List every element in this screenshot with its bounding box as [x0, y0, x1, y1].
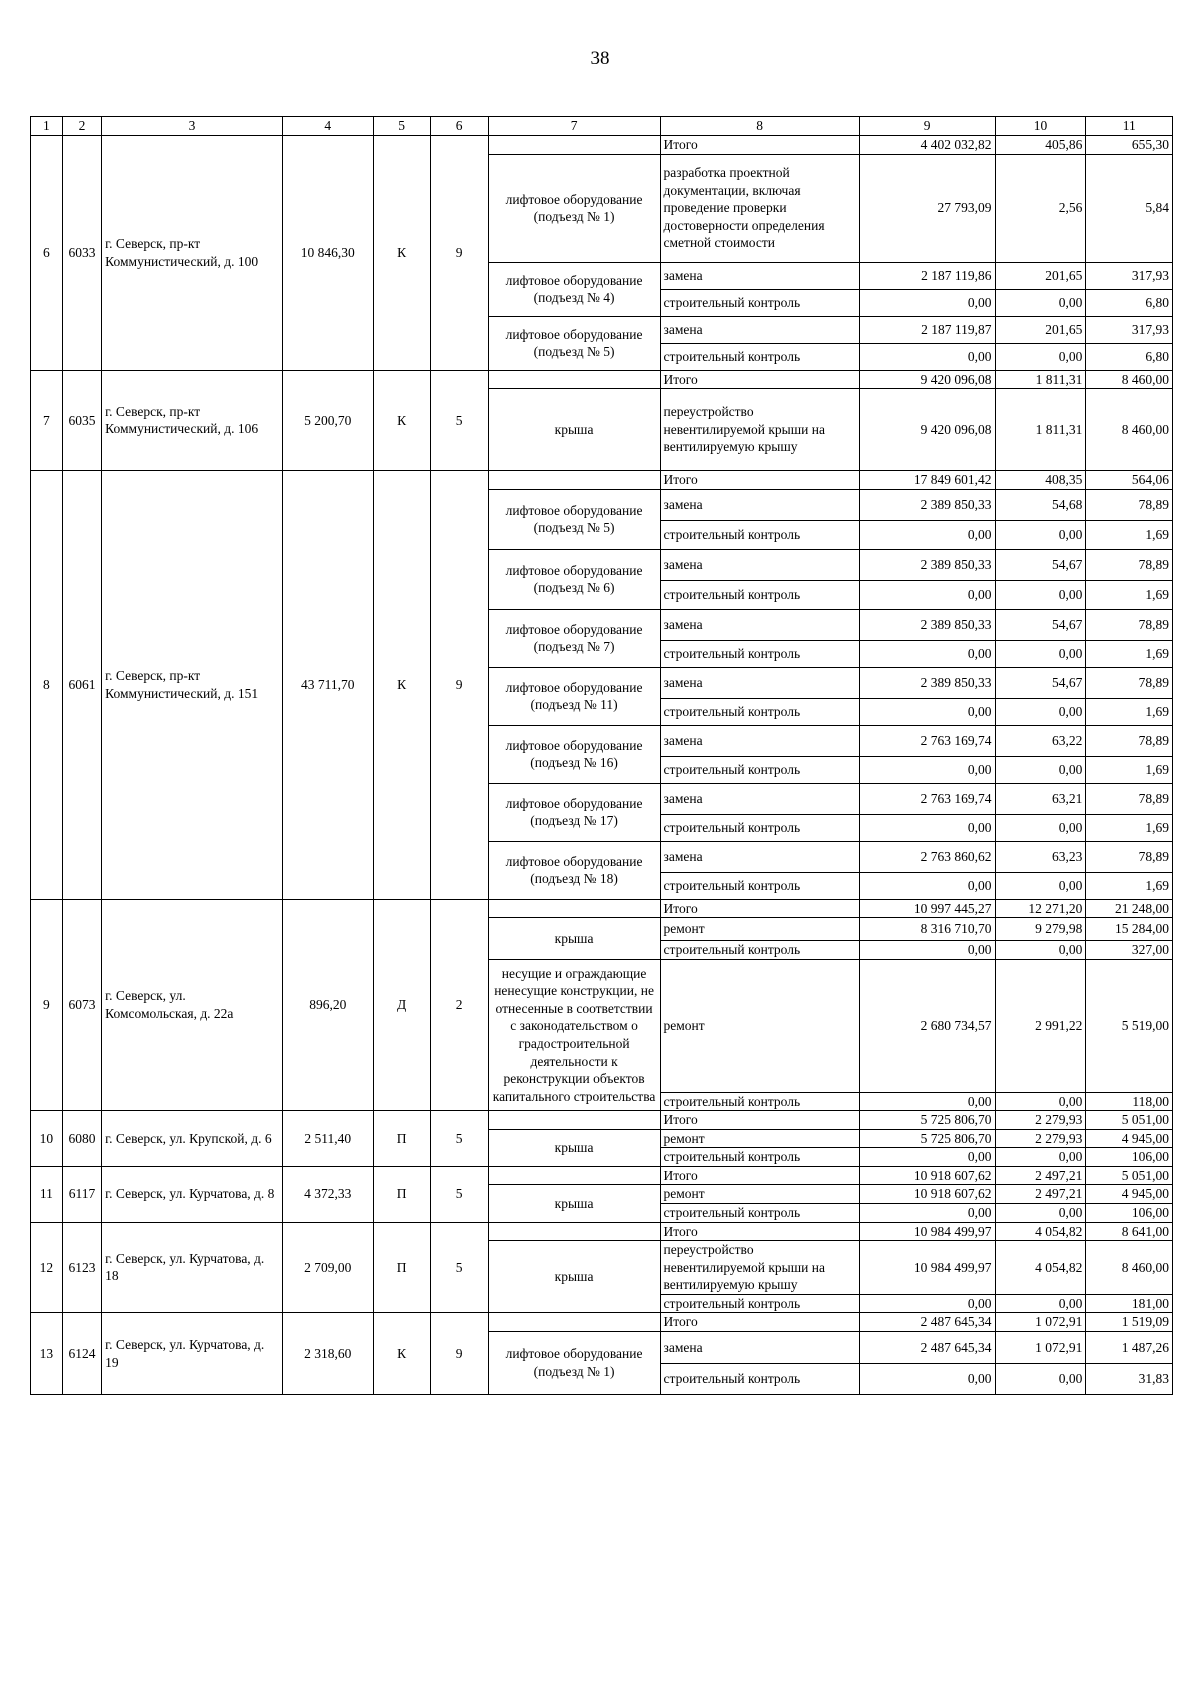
work-unit-cost: 0,00: [995, 814, 1086, 841]
object-area: 2 511,40: [282, 1111, 373, 1167]
work-limit: 118,00: [1086, 1092, 1173, 1111]
total-limit: 1 519,09: [1086, 1313, 1173, 1332]
total-unit-cost: 12 271,20: [995, 899, 1086, 918]
object-area: 10 846,30: [282, 136, 373, 371]
work-limit: 106,00: [1086, 1148, 1173, 1167]
work-element: крыша: [488, 918, 660, 960]
object-type: П: [373, 1166, 430, 1222]
object-address: г. Северск, ул. Курчатова, д. 19: [102, 1313, 283, 1395]
work-element: крыша: [488, 1241, 660, 1313]
total-label: Итого: [660, 471, 859, 490]
work-cost: 0,00: [859, 941, 995, 960]
work-element: лифтовое оборудование (подъезд № 17): [488, 783, 660, 841]
work-name: строительный контроль: [660, 1294, 859, 1313]
object-floors: 2: [430, 899, 488, 1111]
total-limit: 8 641,00: [1086, 1222, 1173, 1241]
work-name: замена: [660, 783, 859, 814]
work-name: строительный контроль: [660, 289, 859, 316]
work-unit-cost: 1 811,31: [995, 389, 1086, 471]
work-name: строительный контроль: [660, 756, 859, 783]
column-number: 10: [995, 117, 1086, 136]
object-total-row: [31, 899, 1173, 918]
work-name: замена: [660, 316, 859, 343]
total-limit: 5 051,00: [1086, 1166, 1173, 1185]
object-area: 2 318,60: [282, 1313, 373, 1395]
column-number: 6: [430, 117, 488, 136]
work-unit-cost: 63,21: [995, 783, 1086, 814]
work-element: лифтовое оборудование (подъезд № 11): [488, 667, 660, 725]
work-limit: 1,69: [1086, 872, 1173, 899]
work-unit-cost: 0,00: [995, 520, 1086, 549]
work-limit: 5 519,00: [1086, 959, 1173, 1092]
object-code: 6035: [62, 370, 101, 471]
work-limit: 1,69: [1086, 756, 1173, 783]
total-limit: 21 248,00: [1086, 899, 1173, 918]
total-unit-cost: 408,35: [995, 471, 1086, 490]
column-number: 3: [102, 117, 283, 136]
work-name: строительный контроль: [660, 580, 859, 609]
work-cost: 0,00: [859, 1092, 995, 1111]
object-code: 6033: [62, 136, 101, 371]
object-code: 6123: [62, 1222, 101, 1313]
work-element: лифтовое оборудование (подъезд № 5): [488, 489, 660, 549]
total-limit: 564,06: [1086, 471, 1173, 490]
work-limit: 1 487,26: [1086, 1331, 1173, 1363]
work-unit-cost: 0,00: [995, 580, 1086, 609]
total-cost: 9 420 096,08: [859, 370, 995, 389]
object-code: 6061: [62, 471, 101, 900]
object-type: П: [373, 1111, 430, 1167]
column-number: 8: [660, 117, 859, 136]
object-area: 2 709,00: [282, 1222, 373, 1313]
work-element: лифтовое оборудование (подъезд № 7): [488, 609, 660, 667]
work-limit: 78,89: [1086, 841, 1173, 872]
work-unit-cost: 0,00: [995, 698, 1086, 725]
work-name: строительный контроль: [660, 1363, 859, 1394]
object-floors: 9: [430, 1313, 488, 1395]
work-cost: 0,00: [859, 872, 995, 899]
object-area: 5 200,70: [282, 370, 373, 471]
work-unit-cost: 0,00: [995, 1148, 1086, 1167]
object-address: г. Северск, ул. Комсомольская, д. 22а: [102, 899, 283, 1111]
total-cost: 4 402 032,82: [859, 136, 995, 155]
work-name: замена: [660, 841, 859, 872]
work-element: крыша: [488, 1185, 660, 1222]
work-limit: 78,89: [1086, 609, 1173, 640]
work-cost: 0,00: [859, 756, 995, 783]
work-name: строительный контроль: [660, 1092, 859, 1111]
object-type: П: [373, 1222, 430, 1313]
object-total-row: [31, 1222, 1173, 1241]
work-unit-cost: 0,00: [995, 1092, 1086, 1111]
work-name: замена: [660, 609, 859, 640]
work-limit: 78,89: [1086, 783, 1173, 814]
object-area: 43 711,70: [282, 471, 373, 900]
total-unit-cost: 1 072,91: [995, 1313, 1086, 1332]
work-cost: 5 725 806,70: [859, 1129, 995, 1148]
work-element-empty: [488, 1166, 660, 1185]
work-name: строительный контроль: [660, 1148, 859, 1167]
work-cost: 2 187 119,87: [859, 316, 995, 343]
work-cost: 0,00: [859, 520, 995, 549]
work-limit: 327,00: [1086, 941, 1173, 960]
object-floors: 9: [430, 136, 488, 371]
work-cost: 0,00: [859, 1363, 995, 1394]
object-total-row: [31, 1166, 1173, 1185]
object-code: 6117: [62, 1166, 101, 1222]
work-element: лифтовое оборудование (подъезд № 1): [488, 1331, 660, 1394]
work-cost: 2 187 119,86: [859, 262, 995, 289]
object-code: 6073: [62, 899, 101, 1111]
work-limit: 1,69: [1086, 580, 1173, 609]
work-cost: 2 389 850,33: [859, 489, 995, 520]
work-name: переустройство невентилируемой крыши на вентилируемую крышу: [660, 1241, 859, 1295]
work-element: крыша: [488, 1129, 660, 1166]
total-limit: 8 460,00: [1086, 370, 1173, 389]
work-unit-cost: 0,00: [995, 941, 1086, 960]
total-label: Итого: [660, 1222, 859, 1241]
total-label: Итого: [660, 899, 859, 918]
total-cost: 10 997 445,27: [859, 899, 995, 918]
work-limit: 1,69: [1086, 640, 1173, 667]
work-cost: 0,00: [859, 1204, 995, 1223]
total-cost: 10 984 499,97: [859, 1222, 995, 1241]
work-unit-cost: 2,56: [995, 154, 1086, 262]
total-unit-cost: 405,86: [995, 136, 1086, 155]
total-unit-cost: 1 811,31: [995, 370, 1086, 389]
work-cost: 10 918 607,62: [859, 1185, 995, 1204]
total-unit-cost: 2 279,93: [995, 1111, 1086, 1130]
work-unit-cost: 4 054,82: [995, 1241, 1086, 1295]
object-type: К: [373, 471, 430, 900]
object-number: 10: [31, 1111, 63, 1167]
work-cost: 2 763 860,62: [859, 841, 995, 872]
work-limit: 15 284,00: [1086, 918, 1173, 941]
work-cost: 0,00: [859, 343, 995, 370]
work-unit-cost: 9 279,98: [995, 918, 1086, 941]
work-name: строительный контроль: [660, 1204, 859, 1223]
work-unit-cost: 63,23: [995, 841, 1086, 872]
object-code: 6124: [62, 1313, 101, 1395]
work-name: замена: [660, 549, 859, 580]
work-unit-cost: 0,00: [995, 1204, 1086, 1223]
total-label: Итого: [660, 1111, 859, 1130]
object-total-row: [31, 136, 1173, 155]
object-type: К: [373, 370, 430, 471]
work-unit-cost: 0,00: [995, 289, 1086, 316]
column-number: 11: [1086, 117, 1173, 136]
object-area: 4 372,33: [282, 1166, 373, 1222]
work-cost: 8 316 710,70: [859, 918, 995, 941]
total-label: Итого: [660, 136, 859, 155]
total-cost: 17 849 601,42: [859, 471, 995, 490]
work-limit: 6,80: [1086, 343, 1173, 370]
object-number: 9: [31, 899, 63, 1111]
object-address: г. Северск, ул. Курчатова, д. 8: [102, 1166, 283, 1222]
total-label: Итого: [660, 370, 859, 389]
object-floors: 5: [430, 370, 488, 471]
object-address: г. Северск, ул. Крупской, д. 6: [102, 1111, 283, 1167]
work-name: разработка проектной документации, включая проведение проверки достоверности определения сметной стоимости: [660, 154, 859, 262]
object-address: г. Северск, пр-кт Коммунистический, д. 106: [102, 370, 283, 471]
object-floors: 5: [430, 1222, 488, 1313]
work-limit: 78,89: [1086, 725, 1173, 756]
work-element: несущие и ограждающие ненесущие конструкции, не отнесенные в соответствии с законодательством о градостроительной деятельности к реконструкции объектов капитального строительства: [488, 959, 660, 1111]
work-limit: 8 460,00: [1086, 389, 1173, 471]
work-limit: 1,69: [1086, 814, 1173, 841]
work-unit-cost: 201,65: [995, 262, 1086, 289]
work-name: замена: [660, 489, 859, 520]
work-element-empty: [488, 136, 660, 155]
work-limit: 4 945,00: [1086, 1129, 1173, 1148]
object-number: 12: [31, 1222, 63, 1313]
object-total-row: [31, 1111, 1173, 1130]
total-label: Итого: [660, 1313, 859, 1332]
work-cost: 2 389 850,33: [859, 549, 995, 580]
column-number: 4: [282, 117, 373, 136]
object-type: К: [373, 136, 430, 371]
work-cost: 0,00: [859, 580, 995, 609]
work-limit: 4 945,00: [1086, 1185, 1173, 1204]
work-limit: 78,89: [1086, 667, 1173, 698]
work-name: строительный контроль: [660, 343, 859, 370]
work-cost: 0,00: [859, 289, 995, 316]
work-element-empty: [488, 899, 660, 918]
object-number: 6: [31, 136, 63, 371]
work-name: строительный контроль: [660, 698, 859, 725]
work-unit-cost: 54,67: [995, 549, 1086, 580]
work-cost: 0,00: [859, 640, 995, 667]
object-total-row: [31, 370, 1173, 389]
work-unit-cost: 0,00: [995, 640, 1086, 667]
work-element: лифтовое оборудование (подъезд № 5): [488, 316, 660, 370]
work-cost: 2 763 169,74: [859, 783, 995, 814]
work-unit-cost: 63,22: [995, 725, 1086, 756]
work-unit-cost: 0,00: [995, 872, 1086, 899]
work-name: строительный контроль: [660, 872, 859, 899]
object-floors: 9: [430, 471, 488, 900]
page-number: 38: [590, 48, 610, 69]
work-cost: 2 763 169,74: [859, 725, 995, 756]
work-name: строительный контроль: [660, 640, 859, 667]
work-unit-cost: 54,67: [995, 609, 1086, 640]
column-number: 1: [31, 117, 63, 136]
work-limit: 317,93: [1086, 262, 1173, 289]
work-limit: 317,93: [1086, 316, 1173, 343]
work-limit: 78,89: [1086, 549, 1173, 580]
work-name: замена: [660, 725, 859, 756]
total-unit-cost: 2 497,21: [995, 1166, 1086, 1185]
work-unit-cost: 54,68: [995, 489, 1086, 520]
column-number: 9: [859, 117, 995, 136]
work-name: строительный контроль: [660, 814, 859, 841]
object-total-row: [31, 1313, 1173, 1332]
work-name: ремонт: [660, 959, 859, 1092]
column-number: 2: [62, 117, 101, 136]
work-element-empty: [488, 1222, 660, 1241]
object-number: 8: [31, 471, 63, 900]
work-element-empty: [488, 471, 660, 490]
work-element: лифтовое оборудование (подъезд № 4): [488, 262, 660, 316]
work-cost: 2 487 645,34: [859, 1331, 995, 1363]
column-number: 5: [373, 117, 430, 136]
work-unit-cost: 1 072,91: [995, 1331, 1086, 1363]
object-floors: 5: [430, 1111, 488, 1167]
work-limit: 1,69: [1086, 520, 1173, 549]
work-cost: 0,00: [859, 698, 995, 725]
work-name: ремонт: [660, 1185, 859, 1204]
work-unit-cost: 2 497,21: [995, 1185, 1086, 1204]
work-element: лифтовое оборудование (подъезд № 6): [488, 549, 660, 609]
work-limit: 106,00: [1086, 1204, 1173, 1223]
work-limit: 8 460,00: [1086, 1241, 1173, 1295]
work-unit-cost: 0,00: [995, 343, 1086, 370]
work-name: замена: [660, 1331, 859, 1363]
work-name: строительный контроль: [660, 520, 859, 549]
work-name: замена: [660, 262, 859, 289]
column-number-row: [31, 117, 1173, 136]
capital-repair-table: [30, 116, 1173, 1395]
work-element: лифтовое оборудование (подъезд № 18): [488, 841, 660, 899]
work-name: ремонт: [660, 918, 859, 941]
work-name: переустройство невентилируемой крыши на вентилируемую крышу: [660, 389, 859, 471]
work-element-empty: [488, 370, 660, 389]
work-cost: 27 793,09: [859, 154, 995, 262]
work-name: замена: [660, 667, 859, 698]
object-number: 11: [31, 1166, 63, 1222]
object-address: г. Северск, ул. Курчатова, д. 18: [102, 1222, 283, 1313]
object-number: 13: [31, 1313, 63, 1395]
work-element-empty: [488, 1111, 660, 1130]
work-cost: 0,00: [859, 1148, 995, 1167]
work-unit-cost: 2 991,22: [995, 959, 1086, 1092]
work-cost: 2 680 734,57: [859, 959, 995, 1092]
total-cost: 2 487 645,34: [859, 1313, 995, 1332]
work-limit: 78,89: [1086, 489, 1173, 520]
work-cost: 0,00: [859, 814, 995, 841]
work-name: строительный контроль: [660, 941, 859, 960]
work-unit-cost: 0,00: [995, 756, 1086, 783]
work-cost: 2 389 850,33: [859, 609, 995, 640]
object-code: 6080: [62, 1111, 101, 1167]
object-type: К: [373, 1313, 430, 1395]
work-cost: 2 389 850,33: [859, 667, 995, 698]
total-cost: 10 918 607,62: [859, 1166, 995, 1185]
work-limit: 5,84: [1086, 154, 1173, 262]
work-cost: 0,00: [859, 1294, 995, 1313]
total-limit: 5 051,00: [1086, 1111, 1173, 1130]
work-name: ремонт: [660, 1129, 859, 1148]
work-limit: 6,80: [1086, 289, 1173, 316]
object-address: г. Северск, пр-кт Коммунистический, д. 151: [102, 471, 283, 900]
object-area: 896,20: [282, 899, 373, 1111]
work-unit-cost: 54,67: [995, 667, 1086, 698]
work-unit-cost: 201,65: [995, 316, 1086, 343]
object-number: 7: [31, 370, 63, 471]
work-unit-cost: 2 279,93: [995, 1129, 1086, 1148]
work-unit-cost: 0,00: [995, 1294, 1086, 1313]
work-element: крыша: [488, 389, 660, 471]
work-limit: 1,69: [1086, 698, 1173, 725]
work-limit: 31,83: [1086, 1363, 1173, 1394]
total-unit-cost: 4 054,82: [995, 1222, 1086, 1241]
object-floors: 5: [430, 1166, 488, 1222]
object-address: г. Северск, пр-кт Коммунистический, д. 100: [102, 136, 283, 371]
work-element-empty: [488, 1313, 660, 1332]
total-cost: 5 725 806,70: [859, 1111, 995, 1130]
work-element: лифтовое оборудование (подъезд № 1): [488, 154, 660, 262]
total-limit: 655,30: [1086, 136, 1173, 155]
total-label: Итого: [660, 1166, 859, 1185]
column-number: 7: [488, 117, 660, 136]
object-type: Д: [373, 899, 430, 1111]
work-unit-cost: 0,00: [995, 1363, 1086, 1394]
object-total-row: [31, 471, 1173, 490]
work-cost: 10 984 499,97: [859, 1241, 995, 1295]
work-limit: 181,00: [1086, 1294, 1173, 1313]
work-cost: 9 420 096,08: [859, 389, 995, 471]
work-element: лифтовое оборудование (подъезд № 16): [488, 725, 660, 783]
